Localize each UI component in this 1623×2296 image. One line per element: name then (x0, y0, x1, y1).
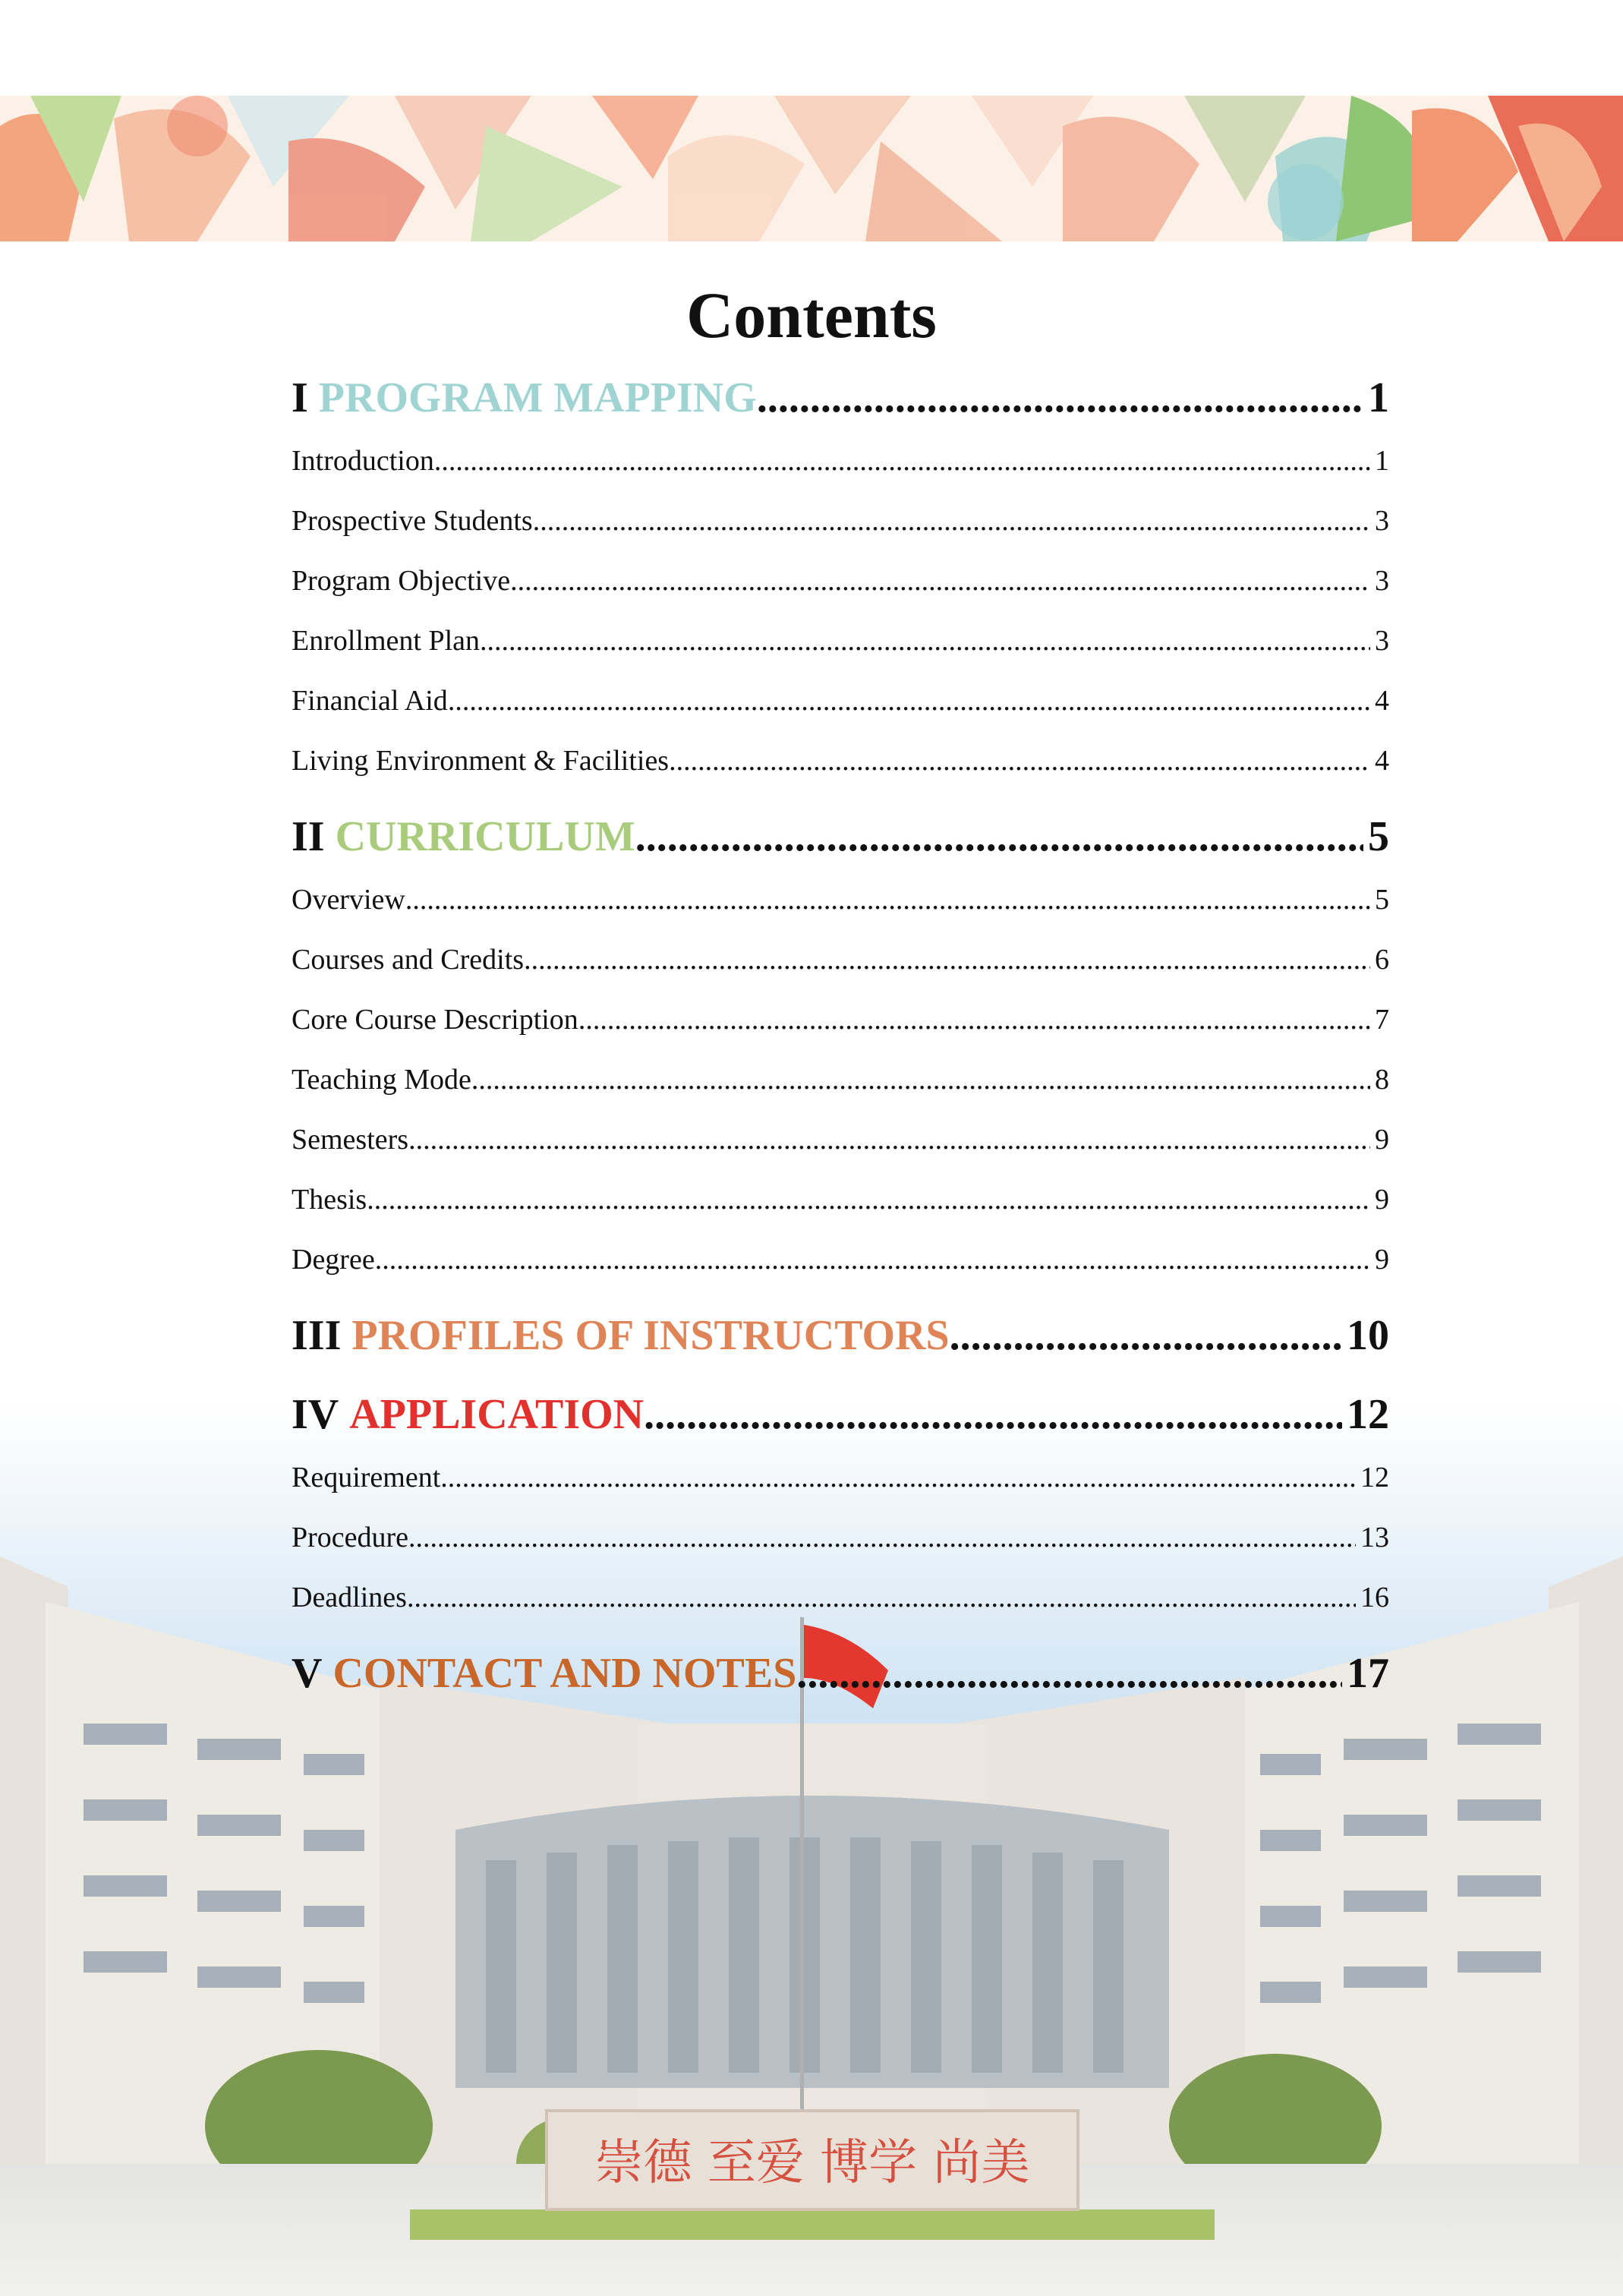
entry-label: Living Environment & Facilities (292, 745, 670, 777)
toc-entry[interactable] (292, 1050, 1389, 1110)
entry-label: Financial Aid (292, 685, 448, 717)
section-number: V (292, 1650, 323, 1697)
header-banner (0, 96, 1623, 241)
entry-label: Requirement (292, 1462, 441, 1493)
section-title: PROGRAM MAPPING (318, 374, 757, 421)
section-title: APPLICATION (349, 1391, 644, 1438)
entry-page-number: 6 (1375, 944, 1389, 976)
section-gap (292, 1369, 1389, 1381)
toc-entry[interactable] (292, 671, 1389, 731)
toc-section[interactable] (292, 1302, 1389, 1369)
entry-label: Procedure (292, 1522, 409, 1553)
campus-motto: 崇德 至爱 博学 尚美 (594, 2135, 1030, 2191)
entry-label: Introduction (292, 445, 434, 477)
toc-entry[interactable] (292, 1110, 1389, 1170)
toc-entry[interactable] (292, 551, 1389, 611)
dot-leader (524, 930, 1370, 990)
entry-label: Teaching Mode (292, 1064, 471, 1096)
dot-leader (480, 611, 1370, 671)
dot-leader (635, 803, 1363, 870)
entry-page-number: 3 (1375, 625, 1389, 657)
dot-leader (440, 1448, 1356, 1508)
entry-label: Degree (292, 1244, 375, 1276)
toc-entry[interactable] (292, 930, 1389, 990)
dot-leader (367, 1170, 1370, 1230)
entry-page-number: 4 (1375, 745, 1389, 777)
dot-leader (510, 551, 1370, 611)
section-page-number: 1 (1368, 374, 1389, 421)
entry-page-number: 9 (1375, 1124, 1389, 1156)
dot-leader (644, 1381, 1342, 1448)
toc-entry[interactable] (292, 491, 1389, 551)
entry-page-number: 5 (1375, 884, 1389, 916)
dot-leader (448, 671, 1370, 731)
entry-page-number: 13 (1360, 1522, 1389, 1553)
section-title: CURRICULUM (335, 813, 635, 860)
section-page-number: 5 (1368, 813, 1389, 860)
section-gap (292, 1628, 1389, 1640)
section-page-number: 12 (1347, 1391, 1389, 1438)
dot-leader (471, 1050, 1370, 1110)
entry-label: Core Course Description (292, 1004, 578, 1036)
section-title: CONTACT AND NOTES (332, 1650, 797, 1697)
entry-label: Courses and Credits (292, 944, 525, 976)
dot-leader (408, 1110, 1370, 1170)
section-page-number: 10 (1347, 1312, 1389, 1359)
toc-entry[interactable] (292, 1568, 1389, 1628)
toc-section[interactable] (292, 803, 1389, 870)
dot-leader (405, 870, 1370, 930)
toc-entry[interactable] (292, 1170, 1389, 1230)
toc-section[interactable] (292, 1640, 1389, 1707)
entry-label: Thesis (292, 1184, 367, 1216)
section-number: I (292, 374, 308, 421)
section-number: II (292, 813, 325, 860)
section-number: IV (292, 1391, 339, 1438)
toc-entry[interactable] (292, 1508, 1389, 1568)
entry-page-number: 9 (1375, 1244, 1389, 1276)
toc-section[interactable] (292, 1381, 1389, 1448)
entry-page-number: 1 (1375, 445, 1389, 477)
entry-page-number: 7 (1375, 1004, 1389, 1036)
page-title: Contents (686, 279, 937, 352)
section-page-number: 17 (1347, 1650, 1389, 1697)
dot-leader (375, 1230, 1370, 1290)
toc-entry[interactable] (292, 431, 1389, 491)
entry-page-number: 3 (1375, 565, 1389, 597)
entry-page-number: 16 (1360, 1582, 1389, 1613)
section-gap (292, 791, 1389, 803)
entry-label: Program Objective (292, 565, 511, 597)
entry-label: Semesters (292, 1124, 409, 1156)
dot-leader (407, 1568, 1356, 1628)
dot-leader (533, 491, 1370, 551)
dot-leader (669, 731, 1370, 791)
entry-label: Deadlines (292, 1582, 407, 1613)
toc-entry[interactable] (292, 1230, 1389, 1290)
dot-leader (578, 990, 1370, 1050)
entry-label: Enrollment Plan (292, 625, 481, 657)
toc-section[interactable] (292, 364, 1389, 431)
entry-label: Prospective Students (292, 505, 533, 537)
section-gap (292, 1290, 1389, 1302)
entry-page-number: 4 (1375, 685, 1389, 717)
section-number: III (292, 1312, 342, 1359)
dot-leader (434, 431, 1370, 491)
entry-page-number: 9 (1375, 1184, 1389, 1216)
entry-page-number: 3 (1375, 505, 1389, 537)
toc-entry[interactable] (292, 731, 1389, 791)
entry-label: Overview (292, 884, 405, 916)
toc-entry[interactable] (292, 990, 1389, 1050)
entry-page-number: 12 (1360, 1462, 1389, 1493)
section-title: PROFILES OF INSTRUCTORS (351, 1312, 950, 1359)
toc-entry[interactable] (292, 611, 1389, 671)
toc-entry[interactable] (292, 870, 1389, 930)
dot-leader (950, 1302, 1342, 1369)
abstract-petal-pattern (0, 96, 1623, 241)
dot-leader (408, 1508, 1356, 1568)
dot-leader (796, 1640, 1342, 1707)
entry-page-number: 8 (1375, 1064, 1389, 1096)
toc-entry[interactable] (292, 1448, 1389, 1508)
dot-leader (757, 364, 1363, 431)
table-of-contents (292, 364, 1389, 1707)
